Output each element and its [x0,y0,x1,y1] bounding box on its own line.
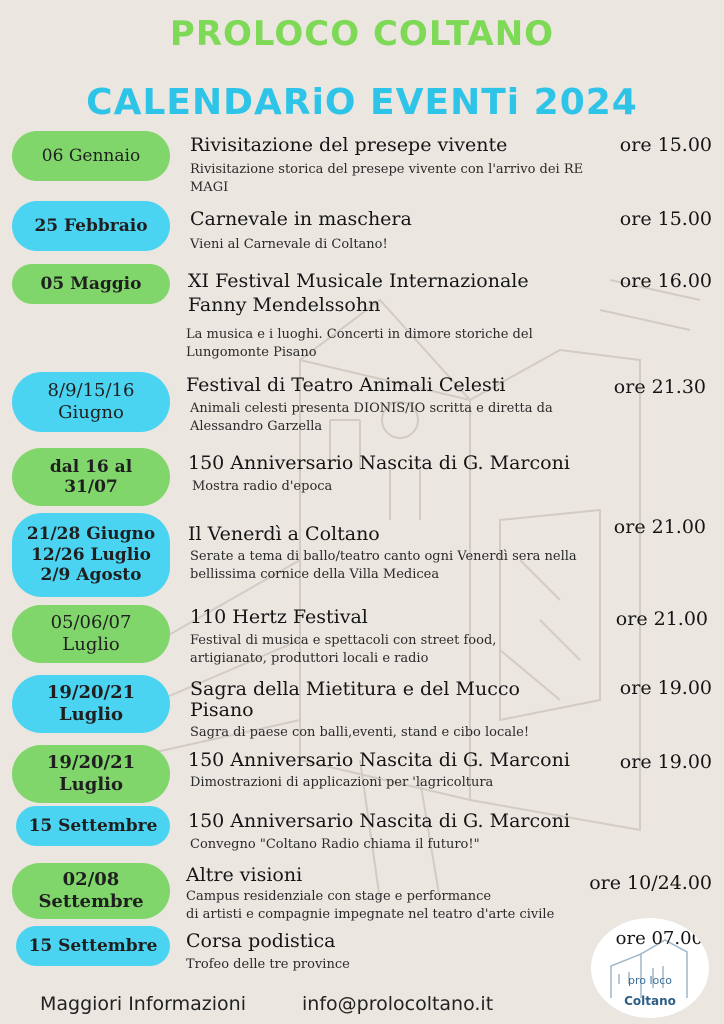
event-time: ore 16.00 [619,270,712,292]
event-date-pill [12,448,170,506]
event-date: dal 16 al 31/07 [49,456,133,497]
event-title: Festival di Teatro Animali Celesti [186,374,506,396]
event-date: 06 Gennaio [41,145,141,166]
event-date-pill [16,806,170,846]
event-title: 110 Hertz Festival [190,606,368,628]
event-description: La musica e i luoghi. Concerti in dimore storiche del Lungomonte Pisano [186,327,533,361]
event-title: Carnevale in maschera [190,208,412,230]
event-time: ore 15.00 [619,134,712,156]
event-description: Vieni al Carnevale di Coltano! [190,237,388,252]
event-description: Festival di musica e spettacoli con street food, artigianato, produttori locali e radio [190,633,497,667]
event-title: Il Venerdì a Coltano [188,523,380,545]
event-time: ore 21.00 [615,608,708,630]
event-time: ore 21.00 [613,516,706,538]
event-date-pill [12,745,170,803]
event-date: 05/06/07 Luglio [50,612,132,655]
event-date-pill [12,201,170,251]
event-title: 150 Anniversario Nascita di G. Marconi [188,452,570,474]
event-time: ore 07.00 [615,928,703,949]
org-title: PROLOCO COLTANO [169,14,555,54]
event-date-pill [16,926,170,966]
event-description: Animali celesti presenta DIONIS/IO scritta e diretta da Alessandro Garzella [190,401,553,435]
event-date-pill [12,863,170,919]
event-description: Trofeo delle tre province [186,957,350,972]
event-title: XI Festival Musicale Internazionale Fanny Mendelssohn [188,270,529,316]
event-date-pill [12,675,170,733]
event-date-pill [12,605,170,663]
event-title: Rivisitazione del presepe vivente [190,134,508,156]
event-date: 02/08 Settembre [38,869,144,912]
event-description: Rivisitazione storica del presepe vivente con l'arrivo dei RE MAGI [190,162,584,196]
event-date-pill [12,372,170,432]
event-date: 21/28 Giugno 12/26 Luglio 2/9 Agosto [26,524,156,586]
event-title: 150 Anniversario Nascita di G. Marconi [188,749,570,771]
logo-top-text: pro loco [627,974,673,987]
event-date: 25 Febbraio [34,215,148,236]
event-date-pill [12,131,170,181]
event-title: Altre visioni [186,864,303,886]
event-description: Dimostrazioni di applicazioni per 'lagricoltura [190,775,494,790]
event-description: Campus residenziale con stage e performance di artisti e compagnie impegnate nel teatro d'arte civile [186,889,555,923]
event-date-pill [12,513,170,597]
event-date: 15 Settembre [28,935,158,956]
proloco-logo [591,918,709,1018]
event-title: Sagra della Mietitura e del Mucco Pisano [190,678,520,721]
event-date: 15 Settembre [28,815,158,836]
calendar-title: CALENDARiO EVENTi 2024 [86,82,638,123]
event-description: Convegno "Coltano Radio chiama il futuro!" [190,837,480,852]
footer-info-label: Maggiori Informazioni [40,993,246,1015]
event-title: 150 Anniversario Nascita di G. Marconi [188,810,570,832]
event-time: ore 10/24.00 [589,872,712,894]
event-time: ore 21.30 [613,376,706,398]
event-description: Mostra radio d'epoca [192,479,333,494]
logo-bottom-text: Coltano [624,994,676,1008]
event-date-pill [12,264,170,304]
event-time: ore 15.00 [619,208,712,230]
event-date: 8/9/15/16 Giugno [47,380,135,423]
event-time: ore 19.00 [619,751,712,773]
event-date: 05 Maggio [40,273,142,294]
event-description: Serate a tema di ballo/teatro canto ogni Venerdì sera nella bellissima cornice della Villa Medicea [190,549,577,583]
event-date: 19/20/21 Luglio [46,682,136,725]
event-description: Sagra di paese con balli,eventi, stand e cibo locale! [190,725,530,740]
event-date: 19/20/21 Luglio [46,752,136,795]
event-time: ore 19.00 [619,677,712,699]
footer-email-link[interactable]: info@prolocoltano.it [302,993,494,1015]
event-title: Corsa podistica [186,930,336,952]
